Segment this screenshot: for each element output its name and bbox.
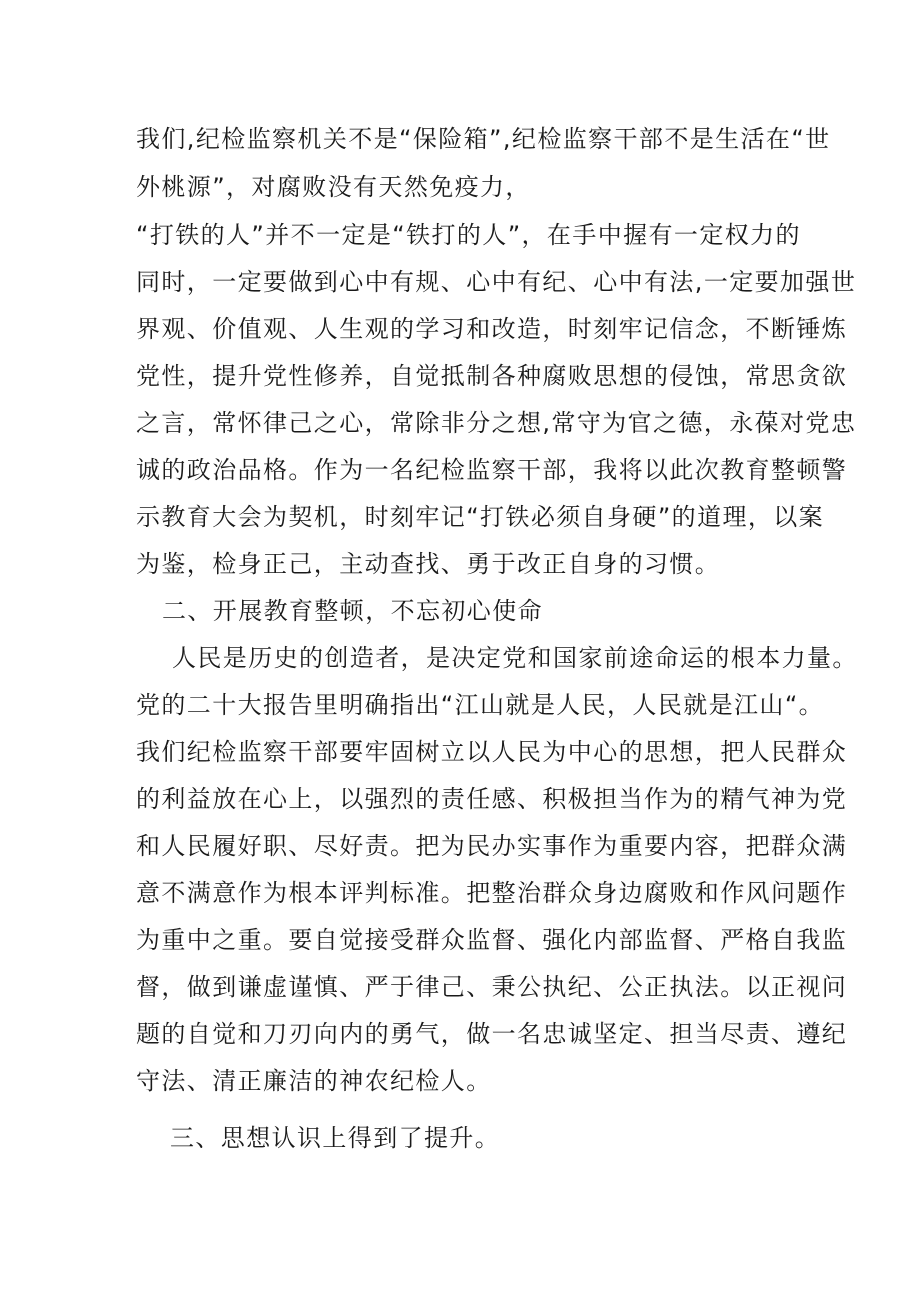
body-text-line: 意不满意作为根本评判标准。把整治群众身边腐败和作风问题作 — [136, 879, 848, 907]
body-text-line: 为鉴，检身正己，主动查找、勇于改正自身的习惯。 — [136, 550, 721, 578]
body-text-line: 我们,纪检监察机关不是“保险箱”,纪检监察干部不是生活在“世 — [136, 125, 831, 153]
body-text-line: 同时，一定要做到心中有规、心中有纪、心中有法,一定要加强世 — [136, 268, 857, 296]
body-text-line: 题的自觉和刀刃向内的勇气，做一名忠诚坚定、担当尽责、遵纪 — [136, 1020, 848, 1048]
body-text-line: 的利益放在心上，以强烈的责任感、积极担当作为的精气神为党 — [136, 785, 848, 813]
section-heading: 三、思想认识上得到了提升。 — [170, 1124, 501, 1152]
body-text-line: 我们纪检监察干部要牢固树立以人民为中心的思想，把人民群众 — [136, 738, 848, 766]
body-text-line: 和人民履好职、尽好责。把为民办实事作为重要内容，把群众满 — [136, 832, 848, 860]
body-text-line: 界观、价值观、人生观的学习和改造，时刻牢记信念，不断锤炼 — [136, 315, 848, 343]
body-text-line: 诚的政治品格。作为一名纪检监察干部，我将以此次教育整顿警 — [136, 456, 848, 484]
body-text-line: 党的二十大报告里明确指出“江山就是人民，人民就是江山“。 — [136, 691, 825, 719]
body-text-line: 党性，提升党性修养，自觉抵制各种腐败思想的侵蚀，常思贪欲 — [136, 362, 848, 390]
section-heading: 二、开展教育整顿，不忘初心使命 — [162, 597, 543, 625]
body-text-line: “打铁的人”并不一定是“铁打的人”，在手中握有一定权力的 — [136, 221, 801, 249]
body-text-line: 外桃源”，对腐败没有天然免疫力， — [136, 173, 531, 201]
body-text-line: 守法、清正廉洁的神农纪检人。 — [136, 1067, 492, 1095]
body-text-line: 人民是历史的创造者，是决定党和国家前途命运的根本力量。 — [172, 644, 858, 672]
body-text-line: 示教育大会为契机，时刻牢记“打铁必须自身硬”的道理，以案 — [136, 503, 825, 531]
body-text-line: 为重中之重。要自觉接受群众监督、强化内部监督、严格自我监 — [136, 926, 848, 954]
body-text-line: 督，做到谦虚谨慎、严于律己、秉公执纪、公正执法。以正视问 — [136, 973, 848, 1001]
body-text-line: 之言，常怀律己之心，常除非分之想,常守为官之德，永葆对党忠 — [136, 409, 857, 437]
